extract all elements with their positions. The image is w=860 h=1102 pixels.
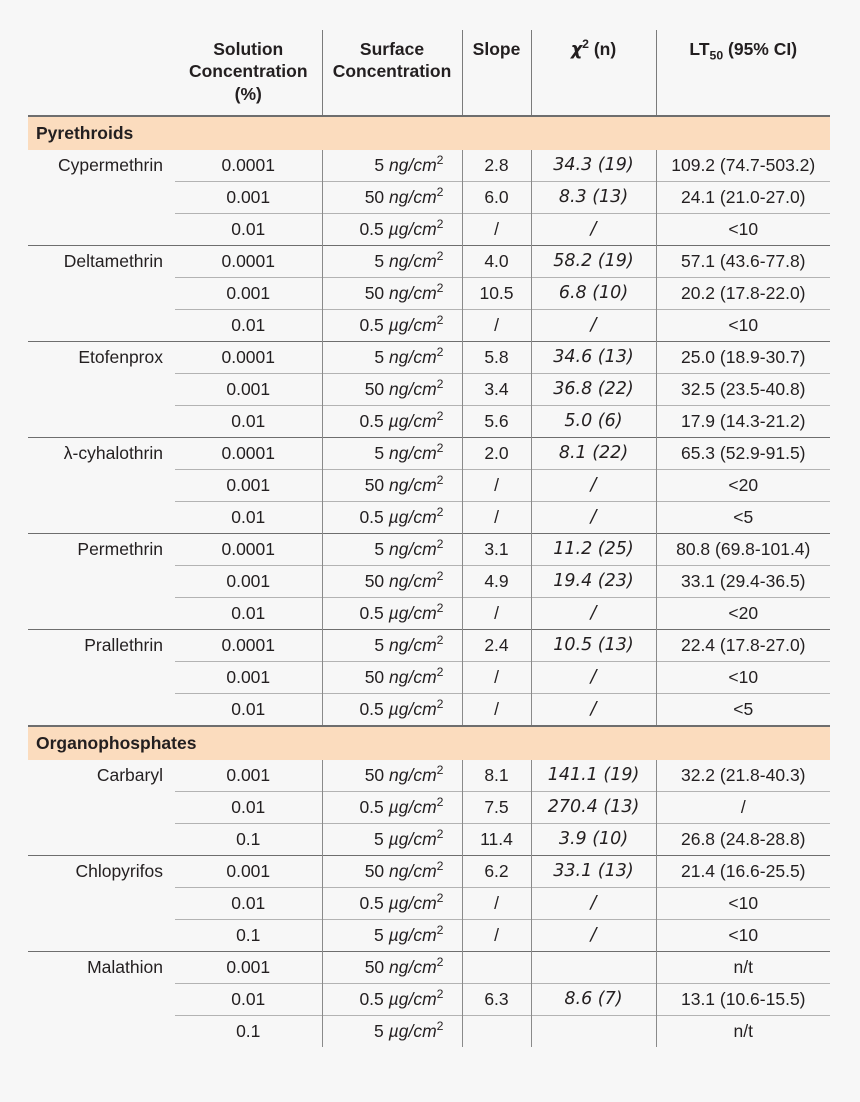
solution-concentration-value: 0.0001 [175,342,322,374]
compound-name: λ-cyhalothrin [28,438,175,470]
surface-concentration-value [322,856,462,888]
surface-concentration-value [322,374,462,406]
lt50-value: <20 [656,598,830,630]
slope-value: 3.4 [462,374,531,406]
compound-name: Deltamethrin [28,246,175,278]
table-row [28,984,830,1016]
solution-concentration-value: 0.01 [175,310,322,342]
slope-value: / [462,598,531,630]
surface-unit-exponent: 2 [436,763,444,778]
table-row [28,856,830,888]
surface-number: 0.5 [359,315,389,336]
lt50-value: 32.2 (21.8-40.3) [656,760,830,792]
surface-concentration-value [322,310,462,342]
table-row [28,888,830,920]
compound-name [28,824,175,856]
chi-square-value: 11.2 (25) [531,534,656,566]
surface-concentration-value [322,534,462,566]
solution-concentration-value: 0.0001 [175,534,322,566]
surface-number: 5 [374,925,389,946]
surface-unit-exponent: 2 [436,281,444,296]
slope-value: / [462,662,531,694]
compound-name [28,598,175,630]
compound-name [28,792,175,824]
surface-number: 0.5 [359,893,389,914]
solution-concentration-value: 0.01 [175,694,322,727]
solution-concentration-value: 0.001 [175,760,322,792]
surface-unit-exponent: 2 [436,569,444,584]
surface-unit: ng/cm [389,187,437,208]
chi-square-value: / [531,662,656,694]
surface-unit-exponent: 2 [436,153,444,168]
lt50-value: 17.9 (14.3-21.2) [656,406,830,438]
chi-square-value: 8.1 (22) [531,438,656,470]
compound-name: Chlopyrifos [28,856,175,888]
surface-unit: ng/cm [389,957,437,978]
header-surface-line2: Concentration [332,61,452,82]
surface-number: 5 [374,347,390,368]
chi-square-value: 8.6 (7) [531,984,656,1016]
chi-square-value: 34.3 (19) [531,150,656,182]
table-row [28,952,830,984]
solution-concentration-value: 0.001 [175,662,322,694]
section-header-row [28,726,830,760]
header-compound [28,30,175,116]
surface-concentration-value [322,278,462,310]
surface-unit-exponent: 2 [436,601,444,616]
lt50-value: <10 [656,310,830,342]
lt50-suffix: (95% CI) [723,39,798,59]
compound-name [28,374,175,406]
surface-unit: µg/cm [388,507,437,528]
slope-value: / [462,470,531,502]
surface-number: 50 [364,475,390,496]
surface-concentration-value [322,566,462,598]
slope-value: / [462,888,531,920]
surface-unit: ng/cm [389,667,437,688]
compound-name [28,1016,175,1048]
slope-value: / [462,694,531,727]
surface-unit: µg/cm [388,893,437,914]
compound-name: Prallethrin [28,630,175,662]
surface-unit-exponent: 2 [436,955,444,970]
solution-concentration-value: 0.001 [175,952,322,984]
compound-name [28,662,175,694]
surface-unit-exponent: 2 [436,441,444,456]
bioassay-results-table-container [28,30,830,1047]
slope-value: 4.0 [462,246,531,278]
solution-concentration-value: 0.01 [175,888,322,920]
surface-unit-exponent: 2 [436,827,444,842]
surface-concentration-value [322,694,462,727]
table-row [28,502,830,534]
surface-concentration-value [322,888,462,920]
lt50-value: <5 [656,694,830,727]
slope-value: 6.0 [462,182,531,214]
compound-name [28,566,175,598]
lt50-value: / [656,792,830,824]
table-row [28,630,830,662]
slope-value: / [462,920,531,952]
surface-number: 50 [364,667,390,688]
surface-unit-exponent: 2 [436,537,444,552]
surface-number: 0.5 [359,219,389,240]
header-chi-square [531,30,656,116]
chi-square-value: 6.8 (10) [531,278,656,310]
solution-concentration-value: 0.1 [175,1016,322,1048]
surface-unit: ng/cm [389,379,437,400]
table-row [28,566,830,598]
compound-name [28,470,175,502]
lt50-value: <10 [656,920,830,952]
lt50-value: <10 [656,888,830,920]
table-row [28,406,830,438]
table-row [28,150,830,182]
surface-unit-exponent: 2 [436,185,444,200]
surface-number: 5 [374,829,389,850]
surface-number: 0.5 [359,797,389,818]
slope-value: / [462,502,531,534]
table-row [28,374,830,406]
surface-unit: ng/cm [389,539,437,560]
table-body [28,116,830,1047]
surface-number: 50 [364,187,390,208]
surface-unit-exponent: 2 [436,633,444,648]
surface-number: 0.5 [359,989,389,1010]
surface-concentration-value [322,470,462,502]
slope-value: 6.2 [462,856,531,888]
surface-number: 5 [374,539,390,560]
slope-value [462,1016,531,1048]
lt50-value: 24.1 (21.0-27.0) [656,182,830,214]
surface-concentration-value [322,630,462,662]
table-header [28,30,830,116]
lt50-value: 32.5 (23.5-40.8) [656,374,830,406]
chi-square-value: 34.6 (13) [531,342,656,374]
surface-unit-exponent: 2 [436,697,444,712]
chi-exponent: 2 [582,37,589,52]
surface-unit: ng/cm [389,571,437,592]
surface-concentration-value [322,598,462,630]
chi-suffix: (n) [588,39,617,59]
surface-number: 5 [374,443,390,464]
solution-concentration-value: 0.0001 [175,246,322,278]
surface-concentration-value [322,182,462,214]
compound-name: Carbaryl [28,760,175,792]
lt50-value: 109.2 (74.7-503.2) [656,150,830,182]
table-row [28,182,830,214]
solution-concentration-value: 0.1 [175,824,322,856]
lt50-value: n/t [656,952,830,984]
lt50-value: 20.2 (17.8-22.0) [656,278,830,310]
compound-name [28,406,175,438]
chi-square-value: 8.3 (13) [531,182,656,214]
surface-concentration-value [322,952,462,984]
chi-square-value: 36.8 (22) [531,374,656,406]
surface-unit-exponent: 2 [436,377,444,392]
chi-square-value: 141.1 (19) [531,760,656,792]
surface-number: 5 [374,1021,389,1042]
table-row [28,470,830,502]
surface-concentration-value [322,342,462,374]
surface-number: 50 [364,957,390,978]
header-solution-line1: Solution [213,39,284,59]
surface-unit: ng/cm [389,635,437,656]
surface-concentration-value [322,760,462,792]
solution-concentration-value: 0.001 [175,856,322,888]
table-row [28,278,830,310]
slope-value: 5.6 [462,406,531,438]
chi-square-value: / [531,598,656,630]
surface-unit: ng/cm [389,443,437,464]
surface-unit: µg/cm [388,989,437,1010]
surface-concentration-value [322,1016,462,1048]
surface-unit-exponent: 2 [436,795,444,810]
solution-concentration-value: 0.001 [175,470,322,502]
surface-concentration-value [322,502,462,534]
chi-square-value: 58.2 (19) [531,246,656,278]
surface-concentration-value [322,406,462,438]
chi-square-value: 5.0 (6) [531,406,656,438]
solution-concentration-value: 0.001 [175,182,322,214]
slope-value: 5.8 [462,342,531,374]
chi-square-value: / [531,470,656,502]
table-row [28,214,830,246]
solution-concentration-value: 0.01 [175,792,322,824]
slope-value: 7.5 [462,792,531,824]
header-row [28,30,830,116]
header-surface-line1: Surface [359,39,425,59]
lt50-subscript: 50 [709,48,724,63]
compound-name [28,888,175,920]
surface-concentration-value [322,920,462,952]
surface-unit: ng/cm [389,155,437,176]
lt50-value: 21.4 (16.6-25.5) [656,856,830,888]
solution-concentration-value: 0.01 [175,984,322,1016]
compound-name: Malathion [28,952,175,984]
surface-number: 5 [374,155,390,176]
solution-concentration-value: 0.001 [175,566,322,598]
slope-value [462,952,531,984]
compound-name [28,214,175,246]
compound-name [28,984,175,1016]
surface-unit: µg/cm [388,699,437,720]
compound-name [28,502,175,534]
table-row [28,824,830,856]
compound-name: Permethrin [28,534,175,566]
surface-unit-exponent: 2 [436,473,444,488]
chi-square-value: 270.4 (13) [531,792,656,824]
slope-value: 3.1 [462,534,531,566]
chi-square-value: / [531,502,656,534]
surface-unit: µg/cm [388,603,437,624]
solution-concentration-value: 0.0001 [175,150,322,182]
surface-unit: µg/cm [388,797,437,818]
table-row [28,920,830,952]
solution-concentration-value: 0.01 [175,406,322,438]
surface-number: 50 [364,861,390,882]
solution-concentration-value: 0.0001 [175,438,322,470]
surface-number: 50 [364,571,390,592]
surface-concentration-value [322,214,462,246]
slope-value: 11.4 [462,824,531,856]
lt50-value: <5 [656,502,830,534]
surface-number: 0.5 [359,699,389,720]
surface-unit-exponent: 2 [436,859,444,874]
header-solution-line2: Concentration [188,61,308,82]
surface-unit: µg/cm [388,925,437,946]
solution-concentration-value: 0.01 [175,598,322,630]
chi-symbol: χ [570,40,583,60]
table-row [28,598,830,630]
surface-unit: µg/cm [388,1021,437,1042]
compound-name [28,278,175,310]
table-row [28,310,830,342]
lt50-prefix: LT [689,39,710,59]
chi-square-value: 19.4 (23) [531,566,656,598]
surface-unit-exponent: 2 [436,987,444,1002]
chi-square-value [531,952,656,984]
slope-value: 2.0 [462,438,531,470]
lt50-value: n/t [656,1016,830,1048]
bioassay-results-table [28,30,830,1047]
surface-unit-exponent: 2 [436,505,444,520]
surface-unit-exponent: 2 [436,313,444,328]
solution-concentration-value: 0.0001 [175,630,322,662]
surface-number: 5 [374,635,390,656]
surface-unit: µg/cm [388,315,437,336]
chi-square-value: / [531,310,656,342]
solution-concentration-value: 0.001 [175,278,322,310]
surface-number: 0.5 [359,507,389,528]
slope-value: 2.4 [462,630,531,662]
chi-square-value: / [531,888,656,920]
compound-name [28,920,175,952]
chi-square-value: / [531,920,656,952]
slope-value: / [462,310,531,342]
header-surface-concentration [322,30,462,116]
chi-square-value: 3.9 (10) [531,824,656,856]
chi-square-value: 33.1 (13) [531,856,656,888]
lt50-value: 26.8 (24.8-28.8) [656,824,830,856]
header-solution-concentration [175,30,322,116]
lt50-value: 22.4 (17.8-27.0) [656,630,830,662]
slope-value: 4.9 [462,566,531,598]
surface-unit-exponent: 2 [436,891,444,906]
solution-concentration-value: 0.001 [175,374,322,406]
lt50-value: 57.1 (43.6-77.8) [656,246,830,278]
table-row [28,438,830,470]
compound-name: Etofenprox [28,342,175,374]
lt50-value: 65.3 (52.9-91.5) [656,438,830,470]
surface-unit-exponent: 2 [436,665,444,680]
chi-square-value: 10.5 (13) [531,630,656,662]
header-solution-line3: (%) [234,83,262,104]
solution-concentration-value: 0.1 [175,920,322,952]
table-row [28,694,830,727]
surface-unit-exponent: 2 [436,217,444,232]
solution-concentration-value: 0.01 [175,502,322,534]
table-row [28,662,830,694]
section-label: Organophosphates [28,726,830,760]
chi-square-value: / [531,694,656,727]
surface-number: 0.5 [359,411,389,432]
surface-concentration-value [322,246,462,278]
table-row [28,534,830,566]
lt50-value: 33.1 (29.4-36.5) [656,566,830,598]
compound-name: Cypermethrin [28,150,175,182]
table-row [28,246,830,278]
surface-unit: ng/cm [389,251,437,272]
surface-unit: ng/cm [389,475,437,496]
surface-number: 50 [364,765,390,786]
surface-number: 50 [364,283,390,304]
slope-value: 6.3 [462,984,531,1016]
lt50-value: 80.8 (69.8-101.4) [656,534,830,566]
surface-unit-exponent: 2 [436,409,444,424]
surface-concentration-value [322,438,462,470]
surface-number: 5 [374,251,390,272]
surface-unit: ng/cm [389,765,437,786]
surface-unit-exponent: 2 [436,345,444,360]
slope-value: / [462,214,531,246]
surface-concentration-value [322,792,462,824]
slope-value: 8.1 [462,760,531,792]
surface-unit: µg/cm [388,219,437,240]
surface-concentration-value [322,150,462,182]
table-row [28,1016,830,1048]
compound-name [28,182,175,214]
lt50-value: 25.0 (18.9-30.7) [656,342,830,374]
surface-number: 50 [364,379,390,400]
section-label: Pyrethroids [28,116,830,150]
surface-unit: ng/cm [389,283,437,304]
header-slope: Slope [462,30,531,116]
compound-name [28,310,175,342]
surface-unit: ng/cm [389,861,437,882]
section-header-row [28,116,830,150]
chi-square-value [531,1016,656,1048]
surface-unit-exponent: 2 [436,923,444,938]
table-row [28,342,830,374]
surface-concentration-value [322,824,462,856]
header-lt50 [656,30,830,116]
table-row [28,792,830,824]
surface-number: 0.5 [359,603,389,624]
lt50-value: <10 [656,662,830,694]
slope-value: 10.5 [462,278,531,310]
slope-value: 2.8 [462,150,531,182]
table-row [28,760,830,792]
solution-concentration-value: 0.01 [175,214,322,246]
surface-unit: µg/cm [388,411,437,432]
surface-unit: µg/cm [388,829,437,850]
surface-concentration-value [322,662,462,694]
surface-unit-exponent: 2 [436,1019,444,1034]
lt50-value: 13.1 (10.6-15.5) [656,984,830,1016]
surface-concentration-value [322,984,462,1016]
compound-name [28,694,175,727]
lt50-value: <10 [656,214,830,246]
chi-square-value: / [531,214,656,246]
surface-unit: ng/cm [389,347,437,368]
surface-unit-exponent: 2 [436,249,444,264]
lt50-value: <20 [656,470,830,502]
